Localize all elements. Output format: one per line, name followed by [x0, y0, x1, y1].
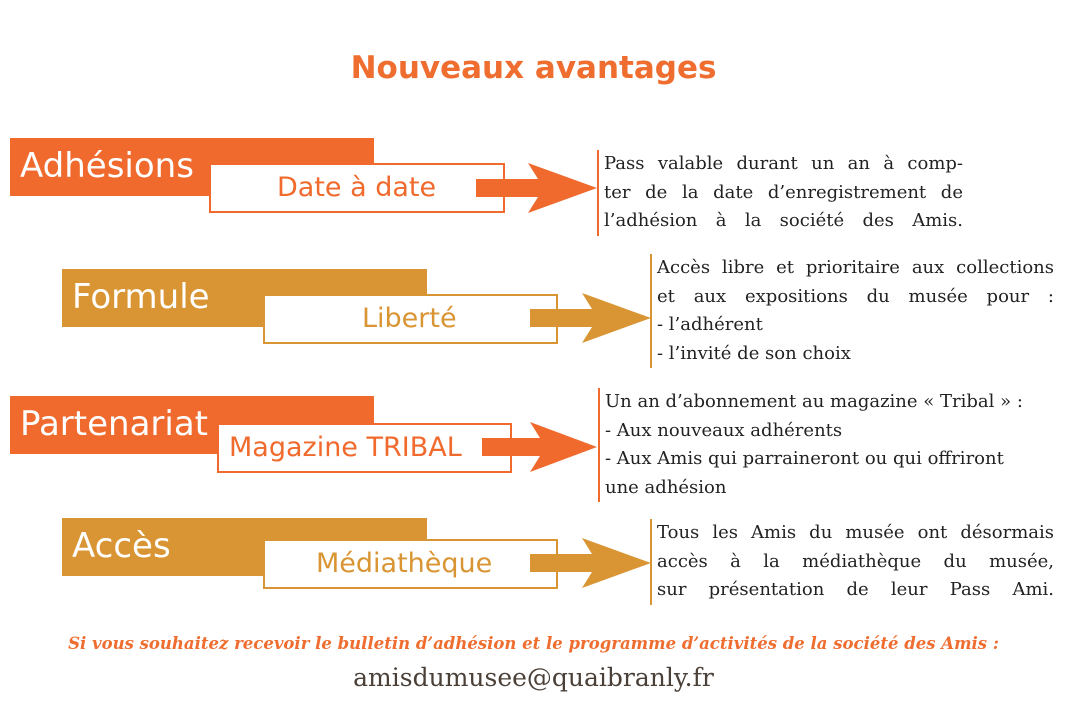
arrow-right-icon — [476, 163, 598, 213]
category-banner: Formule — [62, 269, 427, 327]
footer-note: Si vous souhaitez recevoir le bulletin d’adhésion et le programme d’activités de la société des Amis : — [68, 634, 999, 653]
description-line: ter de la date d’enregistrement de — [604, 181, 963, 203]
description-line: Tous les Amis du musée ont désormais — [657, 522, 1054, 543]
description-line: - l’invité de son choix — [657, 342, 851, 364]
description-line: sur présentation de leur Pass Ami. — [657, 579, 1054, 600]
description-line: accès à la médiathèque du musée, — [657, 550, 1054, 572]
description-line: - Aux nouveaux adhérents — [605, 419, 843, 441]
benefit-description — [650, 254, 1054, 368]
subtitle-box: Date à date — [209, 163, 505, 213]
category-banner: Adhésions — [10, 138, 374, 196]
description-line: - Aux Amis qui parraineront ou qui offriront — [605, 448, 1004, 469]
contact-email[interactable]: amisdumusee@quaibranly.fr — [353, 663, 714, 692]
arrow-right-icon — [530, 538, 652, 588]
description-line: et aux expositions du musée pour : — [657, 285, 1054, 307]
description-line: une adhésion — [605, 476, 727, 498]
description-line: Pass valable durant un an à comp- — [604, 153, 963, 174]
subtitle-box: Magazine TRIBAL — [217, 423, 512, 473]
arrow-right-icon — [530, 293, 652, 343]
benefit-description — [598, 388, 1048, 502]
subtitle-box: Médiathèque — [263, 539, 558, 589]
benefit-description — [597, 150, 963, 236]
page-title: Nouveaux avantages — [350, 50, 717, 86]
description-line: Un an d’abonnement au magazine « Tribal » : — [605, 391, 1023, 412]
description-line: l’adhésion à la société des Amis. — [604, 210, 963, 231]
category-banner: Partenariat — [10, 396, 374, 454]
benefit-description — [650, 519, 1054, 605]
description-line: - l’adhérent — [657, 314, 763, 335]
arrow-right-icon — [482, 422, 598, 472]
category-banner: Accès — [62, 518, 427, 576]
description-line: Accès libre et prioritaire aux collections — [657, 257, 1054, 278]
subtitle-box: Liberté — [263, 294, 558, 344]
